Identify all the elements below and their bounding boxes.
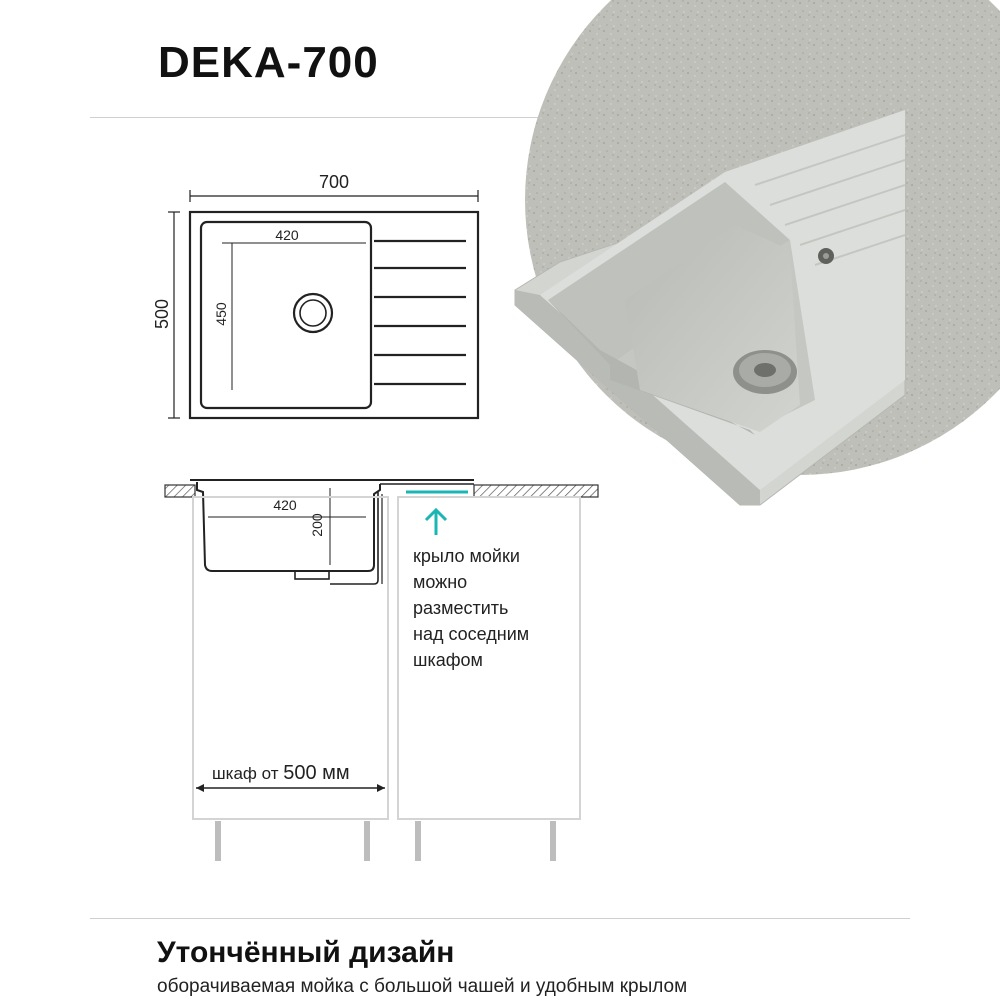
drain-fitting bbox=[295, 571, 329, 579]
countertop-left bbox=[165, 485, 195, 497]
side-view bbox=[165, 480, 598, 861]
overall-width-label: 700 bbox=[318, 172, 350, 192]
overall-depth-label: 500 bbox=[152, 298, 172, 330]
drain-strainer bbox=[733, 350, 797, 394]
up-arrow-icon bbox=[426, 510, 446, 535]
wing-placement-note bbox=[413, 543, 529, 673]
bowl-profile bbox=[197, 482, 380, 571]
cabinet-width-label bbox=[212, 762, 350, 785]
page-title: DEKA-700 bbox=[158, 38, 379, 87]
cabinet-label-prefix: шкаф от bbox=[212, 764, 284, 783]
drainboard-ribs bbox=[374, 241, 466, 384]
feature-subtitle: оборачиваемая мойка с большой чашей и удобным крылом bbox=[157, 976, 688, 997]
bowl-width-label: 420 bbox=[275, 227, 299, 243]
bowl-depth-label: 450 bbox=[213, 302, 229, 326]
note-line: можно bbox=[413, 572, 468, 592]
note-line: разместить bbox=[413, 598, 509, 618]
note-line: над соседним bbox=[413, 624, 530, 644]
countertop-right bbox=[474, 485, 598, 497]
cabinet-label-value: 500 мм bbox=[283, 762, 350, 784]
side-bowl-depth-label: 200 bbox=[309, 513, 325, 537]
note-line: шкафом bbox=[413, 650, 483, 670]
side-bowl-width-label: 420 bbox=[273, 497, 297, 513]
cabinet-legs bbox=[218, 821, 553, 861]
note-line: крыло мойки bbox=[413, 546, 520, 566]
feature-title: Утончённый дизайн bbox=[157, 936, 455, 969]
